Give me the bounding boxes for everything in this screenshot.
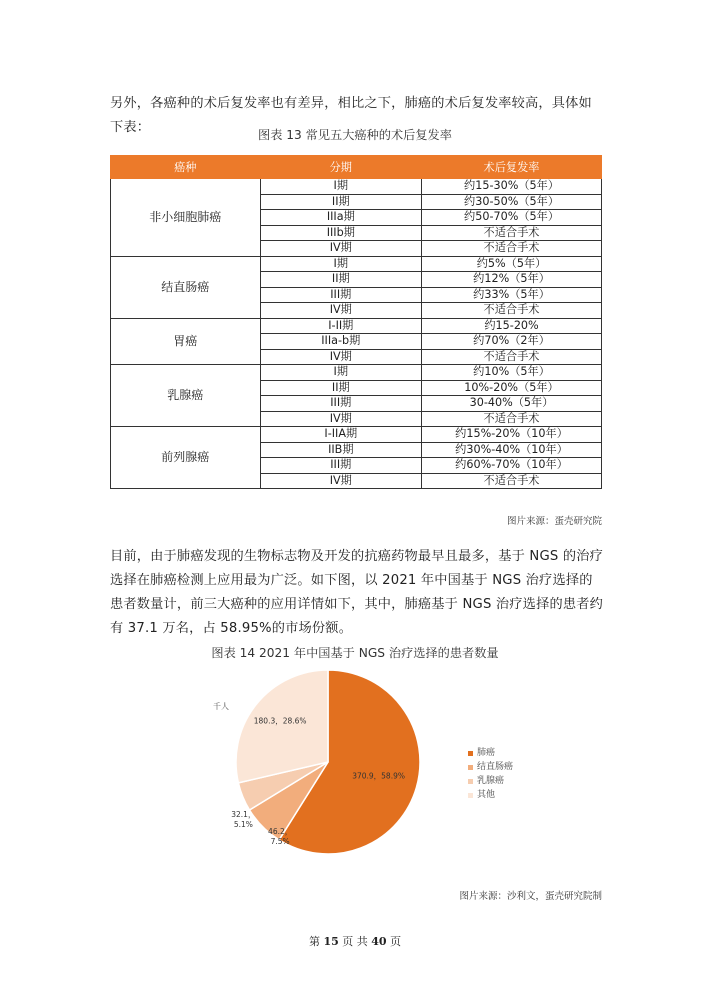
stage-cell: IIIb期 — [260, 225, 422, 241]
rate-cell: 10%-20%（5年） — [422, 380, 602, 396]
stage-cell: IV期 — [260, 411, 422, 427]
rate-cell: 约60%-70%（10年） — [422, 458, 602, 474]
stage-cell: III期 — [260, 287, 422, 303]
page-footer — [0, 933, 710, 949]
table-row — [111, 179, 602, 195]
footer-page-number: 15 — [323, 935, 339, 948]
legend-item — [468, 774, 513, 788]
rate-cell: 约30%-40%（10年） — [422, 442, 602, 458]
cancer-cell: 非小细胞肺癌 — [111, 179, 261, 257]
header-cancer: 癌种 — [111, 156, 261, 179]
stage-cell: IV期 — [260, 349, 422, 365]
stage-cell: IV期 — [260, 303, 422, 319]
stage-cell: III期 — [260, 458, 422, 474]
rate-cell: 30-40%（5年） — [422, 396, 602, 412]
rate-cell: 约50-70%（5年） — [422, 210, 602, 226]
rate-cell: 不适合手术 — [422, 225, 602, 241]
chart-unit: 千人 — [213, 702, 229, 711]
rate-cell: 约10%（5年） — [422, 365, 602, 381]
rate-cell: 约15-20% — [422, 318, 602, 334]
legend-label: 结直肠癌 — [477, 762, 514, 772]
pie-slice-3 — [236, 670, 328, 783]
legend-swatch — [468, 793, 473, 798]
legend-swatch — [468, 779, 473, 784]
rate-cell: 不适合手术 — [422, 349, 602, 365]
recurrence-table — [110, 155, 602, 489]
legend-swatch — [468, 765, 473, 770]
chart-caption: 图表 14 2021 年中国基于 NGS 治疗选择的患者数量 — [211, 646, 499, 660]
rate-cell: 约12%（5年） — [422, 272, 602, 288]
rate-cell: 约15-30%（5年） — [422, 179, 602, 195]
cancer-cell: 胃癌 — [111, 318, 261, 365]
table-caption: 图表 13 常见五大癌种的术后复发率 — [258, 128, 452, 142]
stage-cell: IIB期 — [260, 442, 422, 458]
legend-item — [468, 746, 513, 760]
pie-label-3: 180.3，28.6% — [253, 716, 307, 726]
stage-cell: IV期 — [260, 473, 422, 489]
rate-cell: 不适合手术 — [422, 411, 602, 427]
stage-cell: IV期 — [260, 241, 422, 257]
stage-cell: IIIa期 — [260, 210, 422, 226]
chart-legend — [468, 746, 513, 802]
pie-label-0: 370.9，58.9% — [352, 771, 405, 781]
rate-cell: 不适合手术 — [422, 241, 602, 257]
stage-cell: I期 — [260, 256, 422, 272]
legend-item — [468, 788, 513, 802]
rate-cell: 约70%（2年） — [422, 334, 602, 350]
legend-label: 其他 — [477, 790, 496, 800]
header-stage: 分期 — [260, 156, 422, 179]
footer-prefix: 第 — [308, 935, 320, 948]
cancer-cell: 乳腺癌 — [111, 365, 261, 427]
legend-item — [468, 760, 513, 774]
table-row — [111, 427, 602, 443]
rate-cell: 不适合手术 — [422, 473, 602, 489]
pie-label-1: 46.2， 7.5% — [268, 826, 293, 846]
legend-label: 肺癌 — [477, 748, 496, 758]
stage-cell: III期 — [260, 396, 422, 412]
stage-cell: I-IIA期 — [260, 427, 422, 443]
chart-source: 图片来源：沙利文，蛋壳研究院制 — [459, 891, 602, 902]
intro-paragraph: 另外，各癌种的术后复发率也有差异，相比之下，肺癌的术后复发率较高，具体如下表： — [110, 96, 592, 135]
table-row — [111, 365, 602, 381]
stage-cell: II期 — [260, 272, 422, 288]
table-row — [111, 318, 602, 334]
rate-cell: 约5%（5年） — [422, 256, 602, 272]
header-rate: 术后复发率 — [422, 156, 602, 179]
rate-cell: 约33%（5年） — [422, 287, 602, 303]
stage-cell: I-II期 — [260, 318, 422, 334]
pie-chart — [183, 668, 523, 868]
footer-middle: 页 共 — [342, 935, 368, 948]
stage-cell: II期 — [260, 194, 422, 210]
legend-label: 乳腺癌 — [477, 776, 505, 786]
stage-cell: I期 — [260, 179, 422, 195]
cancer-cell: 前列腺癌 — [111, 427, 261, 489]
footer-suffix: 页 — [390, 935, 402, 948]
cancer-cell: 结直肠癌 — [111, 256, 261, 318]
rate-cell: 约15%-20%（10年） — [422, 427, 602, 443]
table-row — [111, 256, 602, 272]
stage-cell: IIIa-b期 — [260, 334, 422, 350]
rate-cell: 不适合手术 — [422, 303, 602, 319]
stage-cell: II期 — [260, 380, 422, 396]
body-paragraph: 目前，由于肺癌发现的生物标志物及开发的抗癌药物最早且最多，基于 NGS 的治疗选择在肺癌检测上应用最为广泛。如下图，以 2021 年中国基于 NGS 治疗选择的患者数量计，前三大癌种的应用详情如下，其中，肺癌基于 NGS 治疗选择的患者约有 37.1 万名，占 58.95%的市场份额。 — [110, 549, 604, 636]
pie-label-2: 32.1， 5.1% — [231, 810, 256, 830]
legend-swatch — [468, 751, 473, 756]
table-source: 图片来源：蛋壳研究院 — [506, 516, 602, 527]
stage-cell: I期 — [260, 365, 422, 381]
table-body — [111, 179, 602, 489]
rate-cell: 约30-50%（5年） — [422, 194, 602, 210]
footer-total-pages: 40 — [371, 935, 387, 948]
